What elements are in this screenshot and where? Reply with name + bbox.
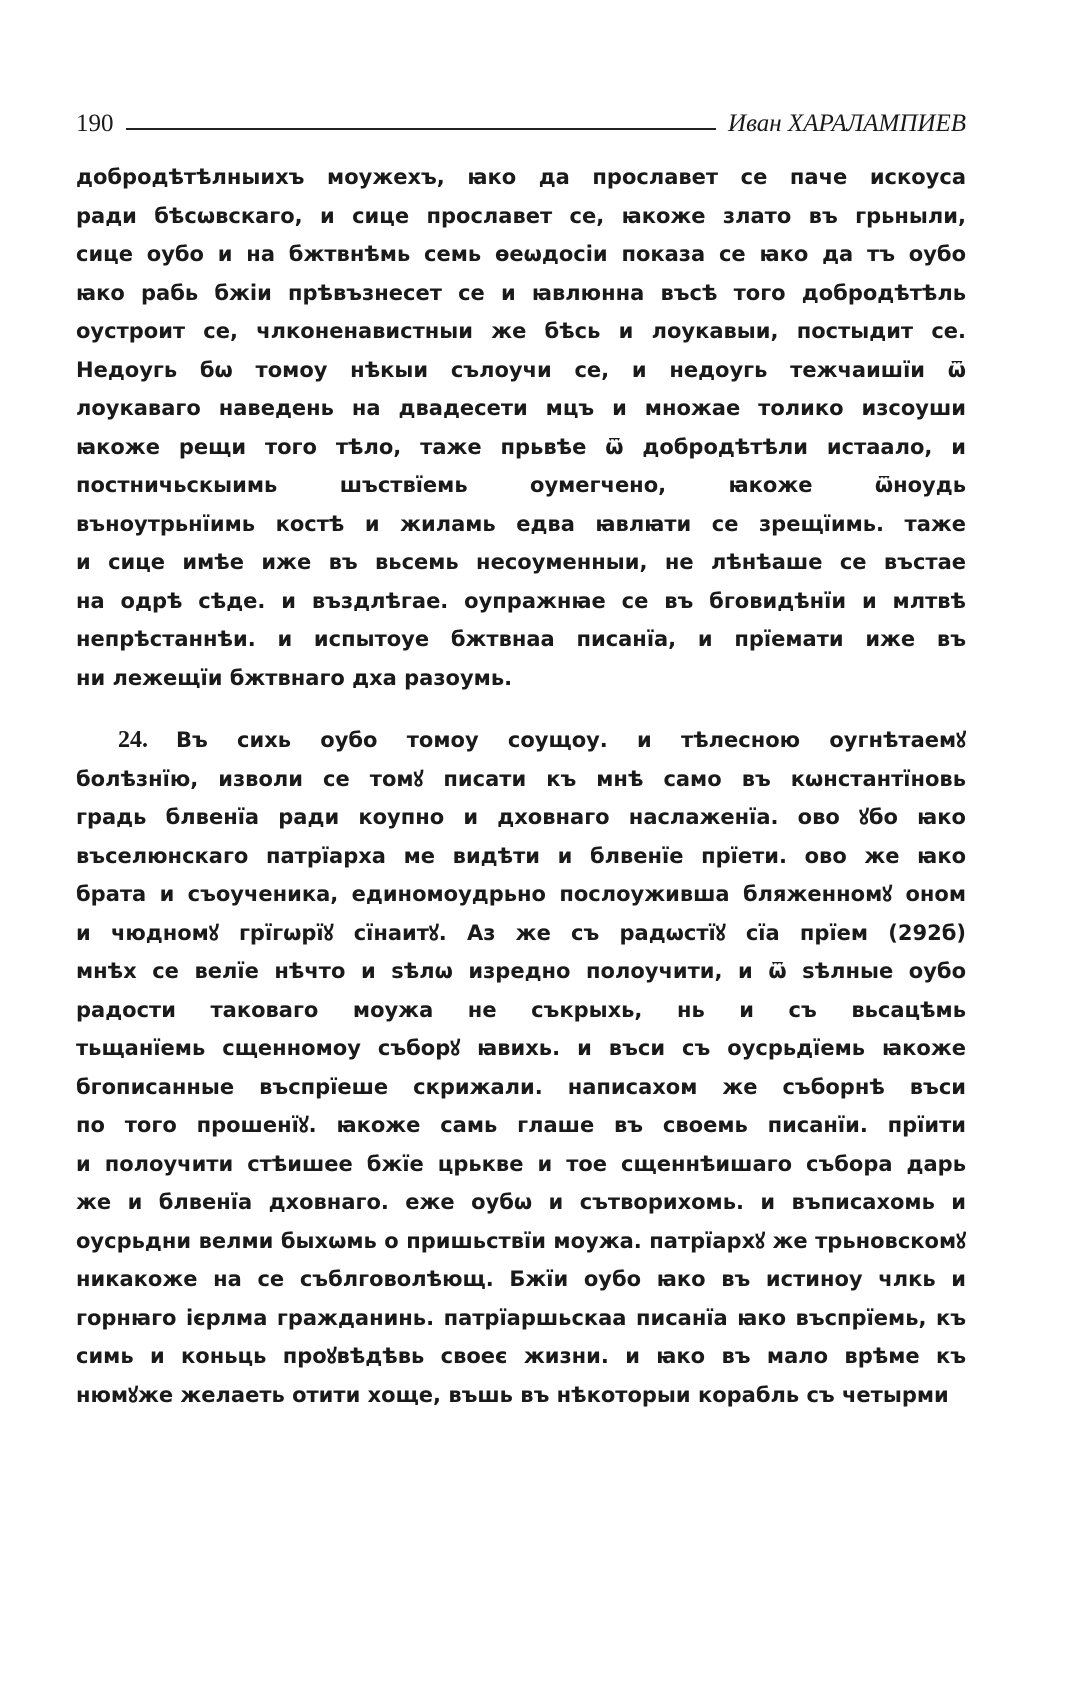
line-text: ꙗкоже рещи того тѣло, таже прьвѣе ѿ добродѣтѣли истаало, и	[76, 434, 966, 459]
text-line	[76, 428, 966, 467]
line-text: Недоугь бѡ томоу нѣкыи сълоучи се, и недоугь тежчаишїи ѿ	[76, 357, 966, 382]
line-text: тьщанїемь сщенномоу съборꙋ ꙗвихь. и въси съ оусрьдїемь ꙗкоже	[76, 1036, 966, 1060]
text-line	[76, 991, 966, 1030]
header-rule	[126, 128, 717, 130]
text-line	[76, 1299, 966, 1338]
text-line	[76, 952, 966, 991]
line-text: въселюнскаго патрїарха ме видѣти и блвенїе прїети. ово же ꙗко	[76, 843, 966, 868]
paragraph	[76, 158, 966, 697]
line-text: оусрьдни велми быхѡмь о пришьствїи моужа. патрїархꙋ же трьновскомꙋ	[76, 1228, 966, 1253]
line-text: болѣзнїю, изволи се томꙋ писати къ мнѣ само въ кѡнстантїновь	[76, 766, 966, 791]
text-line	[76, 837, 966, 876]
line-text: никакоже на се съблговолѣющ. Бжїи оубо ꙗко въ истиноу члкь и	[76, 1267, 966, 1291]
text-line	[76, 1106, 966, 1145]
line-text: симь и коньць проꙋвѣдѣвь своеє жизни. и ꙗко въ мало врѣме къ	[76, 1344, 966, 1368]
line-text: въноутрьнїимь костѣ и жиламь едва ꙗвлꙗти се зрещїимь. таже	[76, 511, 966, 536]
line-text: градь блвенїа ради коупно и дховнаго наслаженїа. ово ꙋбо ꙗко	[76, 805, 966, 829]
text-line	[76, 1145, 966, 1184]
text-line	[76, 235, 966, 274]
line-text: постничьскыимь шъствїемь оумегчено, ꙗкоже ѿноудь	[76, 473, 966, 497]
text-line	[76, 158, 966, 197]
text-line	[76, 760, 966, 799]
page-body	[76, 158, 966, 1414]
line-text: лоукаваго наведень на двадесети мцъ и множае толико изсоуши	[76, 396, 966, 420]
text-line	[76, 798, 966, 837]
line-text: же и блвенїа дховнаго. еже оубѡ и сътворихомь. и въписахомь и	[76, 1190, 966, 1214]
line-text: и сице имѣе иже въ вьсемь несоуменныи, не лѣнѣаше се въстае	[76, 550, 966, 574]
text-line	[76, 312, 966, 351]
text-line	[76, 466, 966, 505]
running-title-author: Иван ХАРАЛАМПИЕВ	[728, 110, 966, 137]
line-text: сице оубо и на бжтвнѣмь семь ѳеѡдосіи показа се ꙗко да тъ оубо	[76, 242, 966, 266]
text-line	[76, 197, 966, 236]
text-line	[76, 274, 966, 313]
line-text: горнꙗго ієрлма гражданинь. патрїаршьскаа писанїа ꙗко въспрїемь, къ	[76, 1305, 966, 1330]
line-text: радости таковаго моужа не съкрыхь, нь и съ вьсацѣмь	[76, 997, 966, 1022]
text-line	[76, 351, 966, 390]
line-text: Въ сихь оубо томоу соущоу. и тѣлесною оугнѣтаемꙋ	[175, 728, 966, 752]
line-text: нюмꙋже желаеть отити хоще, въшь въ нѣкоторыи корабль съ четырми	[76, 1382, 949, 1407]
text-line	[76, 620, 966, 659]
text-line	[76, 1337, 966, 1376]
line-text: непрѣстаннѣи. и испытоуе бжтвнаа писанїа, и прїемати иже въ	[76, 627, 966, 651]
text-line	[76, 875, 966, 914]
line-text: по того прошенїꙋ. ꙗкоже самь глаше въ своемь писанїи. прїити	[76, 1113, 966, 1137]
line-text: мнѣх се велїе нѣчто и ѕѣлѡ изредно полоучити, и ѿ ѕѣлные оубо	[76, 959, 966, 983]
page-number: 190	[76, 110, 114, 137]
line-text: бгописанные въспрїеше скрижали. написахом же съборнѣ въси	[76, 1074, 966, 1099]
text-line	[76, 582, 966, 621]
line-text: брата и съоученика, единомоудрьно послоуживша бляженномꙋ оном	[76, 882, 966, 906]
paragraph-24	[76, 721, 966, 1414]
text-line	[76, 1376, 966, 1415]
line-text: и чюдномꙋ грїгѡрїꙋ сїнаитꙋ. Аз же съ радѡстїꙋ сїа прїем (292б)	[76, 920, 966, 945]
line-text: оустроит се, члконенавистныи же бѣсь и лоукавыи, постыдит се.	[76, 319, 966, 343]
line-text: добродѣтѣлныихъ моужехъ, ꙗко да прославет се паче искоуса	[76, 165, 966, 189]
line-text: ꙗко рабь бжіи прѣвъзнесет се и ꙗвлюнна въсѣ того добродѣтѣль	[76, 280, 966, 305]
text-line	[76, 1068, 966, 1107]
line-text: ради бѣсѡвскаго, и сице прославет се, ꙗкоже злато въ грьныли,	[76, 203, 966, 228]
text-line	[76, 543, 966, 582]
running-header	[76, 98, 966, 138]
text-line	[76, 505, 966, 544]
text-line	[76, 659, 966, 698]
line-text: ни лежещїи бжтвнаго дха разоумь.	[76, 665, 513, 690]
text-line	[76, 914, 966, 953]
line-text: на одрѣ сѣде. и въздлѣгае. оупражнꙗе се въ бговидѣнїи и млтвѣ	[76, 588, 966, 613]
text-line	[76, 721, 966, 760]
text-line	[76, 1029, 966, 1068]
section-number: 24.	[118, 727, 176, 753]
text-line	[76, 389, 966, 428]
text-line	[76, 1183, 966, 1222]
text-line	[76, 1260, 966, 1299]
text-line	[76, 1222, 966, 1261]
line-text: и полоучити стѣишее бжїе црькве и тое сщеннѣишаго събора дарь	[76, 1151, 966, 1176]
